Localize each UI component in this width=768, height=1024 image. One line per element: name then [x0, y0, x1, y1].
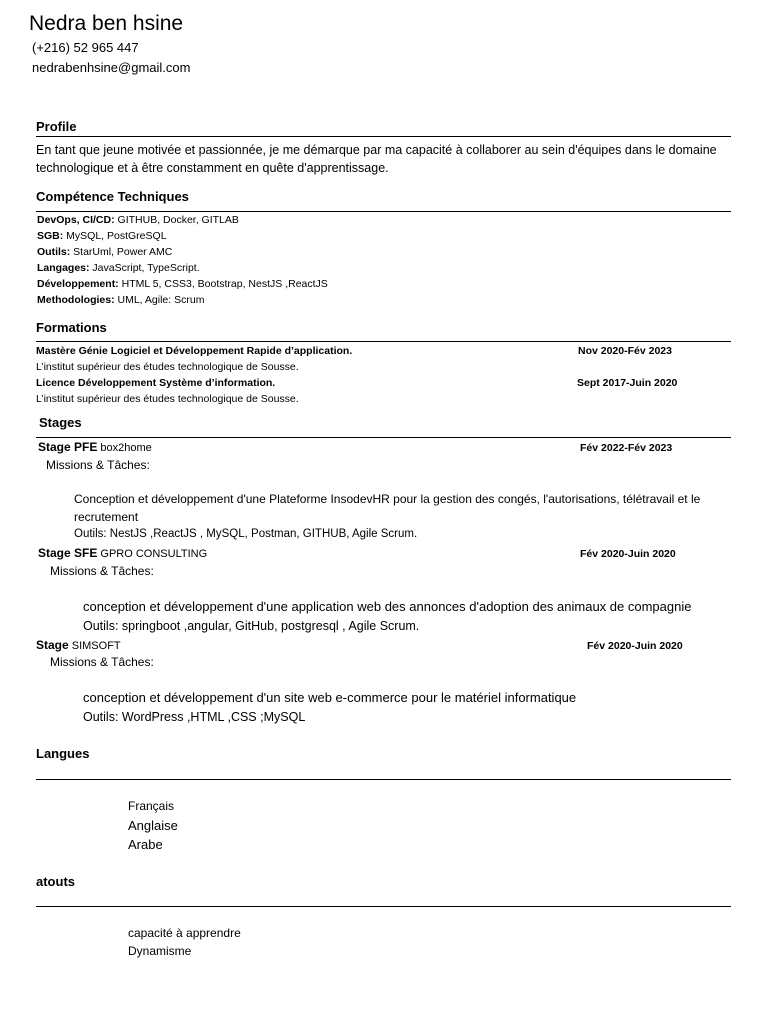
language-item: Arabe [128, 837, 163, 852]
formation-degree: Licence Développement Système d’information. [36, 377, 276, 389]
stage-description: Conception et développement d'une Plateforme InsodevHR pour la gestion des congés, l'autorisations, télétravail et le [74, 492, 701, 506]
skill-value: MySQL, PostGreSQL [63, 230, 167, 242]
stage-type: Stage [36, 638, 69, 652]
stage-dates: Fév 2020-Juin 2020 [580, 548, 676, 560]
email-address: nedrabenhsine@gmail.com [32, 60, 191, 75]
skill-row-developpement [37, 276, 328, 292]
formation-degree: Mastère Génie Logiciel et Développement Rapide d’application. [36, 345, 353, 357]
stage-type: Stage SFE [38, 546, 98, 560]
candidate-name: Nedra ben hsine [29, 12, 184, 35]
stage-description: conception et développement d'un site web e-commerce pour le matériel informatique [83, 690, 577, 705]
stage-tools: Outils: springboot ,angular, GitHub, postgresql , Agile Scrum. [83, 619, 420, 633]
atouts-heading: atouts [36, 874, 75, 889]
formation-dates: Nov 2020-Fév 2023 [578, 345, 672, 357]
stage-company: box2home [97, 442, 152, 454]
formation-dates: Sept 2017-Juin 2020 [577, 377, 678, 389]
formations-heading: Formations [36, 320, 107, 335]
skill-row-sgb [37, 228, 167, 244]
skill-row-outils [37, 244, 172, 260]
skill-value: UML, Agile: Scrum [114, 294, 205, 306]
atouts-divider [36, 906, 731, 907]
missions-label: Missions & Tâches: [50, 564, 154, 578]
stage-dates: Fév 2022-Fév 2023 [580, 442, 673, 454]
skill-row-devops [37, 212, 239, 228]
skill-value: StarUml, Power AMC [70, 246, 173, 258]
profile-text-line1: En tant que jeune motivée et passionnée, je me démarque par ma capacité à collaborer au sein d'équipes dans le domaine [36, 143, 717, 157]
profile-text-line2: technologique et à être constamment en quête d'apprentissage. [36, 161, 389, 175]
missions-label: Missions & Tâches: [46, 458, 150, 472]
stage-title [38, 546, 207, 560]
stage-company: SIMSOFT [68, 640, 121, 652]
skill-value: JavaScript, TypeScript. [89, 262, 200, 274]
skill-row-methodologies [37, 292, 204, 308]
skill-label: Langages: [37, 262, 90, 274]
skill-value: GITHUB, Docker, GITLAB [114, 214, 239, 226]
skills-heading: Compétence Techniques [36, 189, 189, 204]
stage-type: Stage PFE [38, 440, 98, 454]
skill-value: HTML 5, CSS3, Bootstrap, NestJS ,ReactJS [118, 278, 328, 290]
language-item: Français [128, 799, 175, 813]
stage-title [38, 440, 152, 454]
formations-divider [36, 341, 731, 342]
stage-description-cont: recrutement [74, 510, 139, 524]
stage-description: conception et développement d'une application web des annonces d'adoption des animaux de compagnie [83, 599, 692, 614]
stage-dates: Fév 2020-Juin 2020 [587, 640, 683, 652]
phone-number: (+216) 52 965 447 [32, 40, 139, 55]
stage-company: GPRO CONSULTING [97, 548, 208, 560]
stage-tools: Outils: WordPress ,HTML ,CSS ;MySQL [83, 710, 306, 724]
skill-label: DevOps, CI/CD: [37, 214, 115, 226]
formation-school: L’institut supérieur des études technologique de Sousse. [36, 361, 299, 373]
stages-divider [36, 437, 731, 438]
missions-label: Missions & Tâches: [50, 655, 154, 669]
profile-divider [36, 136, 731, 137]
skill-label: SGB: [37, 230, 64, 242]
profile-heading: Profile [36, 119, 77, 134]
skill-label: Methodologies: [37, 294, 115, 306]
formation-school: L’institut supérieur des études technologique de Sousse. [36, 393, 299, 405]
langues-heading: Langues [36, 746, 90, 761]
stages-heading: Stages [39, 415, 82, 430]
stage-tools: Outils: NestJS ,ReactJS , MySQL, Postman, GITHUB, Agile Scrum. [74, 528, 418, 540]
language-item: Anglaise [128, 818, 178, 833]
atout-item: capacité à apprendre [128, 926, 241, 940]
stage-title [36, 638, 121, 652]
langues-divider [36, 779, 731, 780]
skill-label: Outils: [37, 246, 71, 258]
atout-item: Dynamisme [128, 944, 192, 958]
skill-label: Développement: [37, 278, 119, 290]
skill-row-langages [37, 260, 200, 276]
